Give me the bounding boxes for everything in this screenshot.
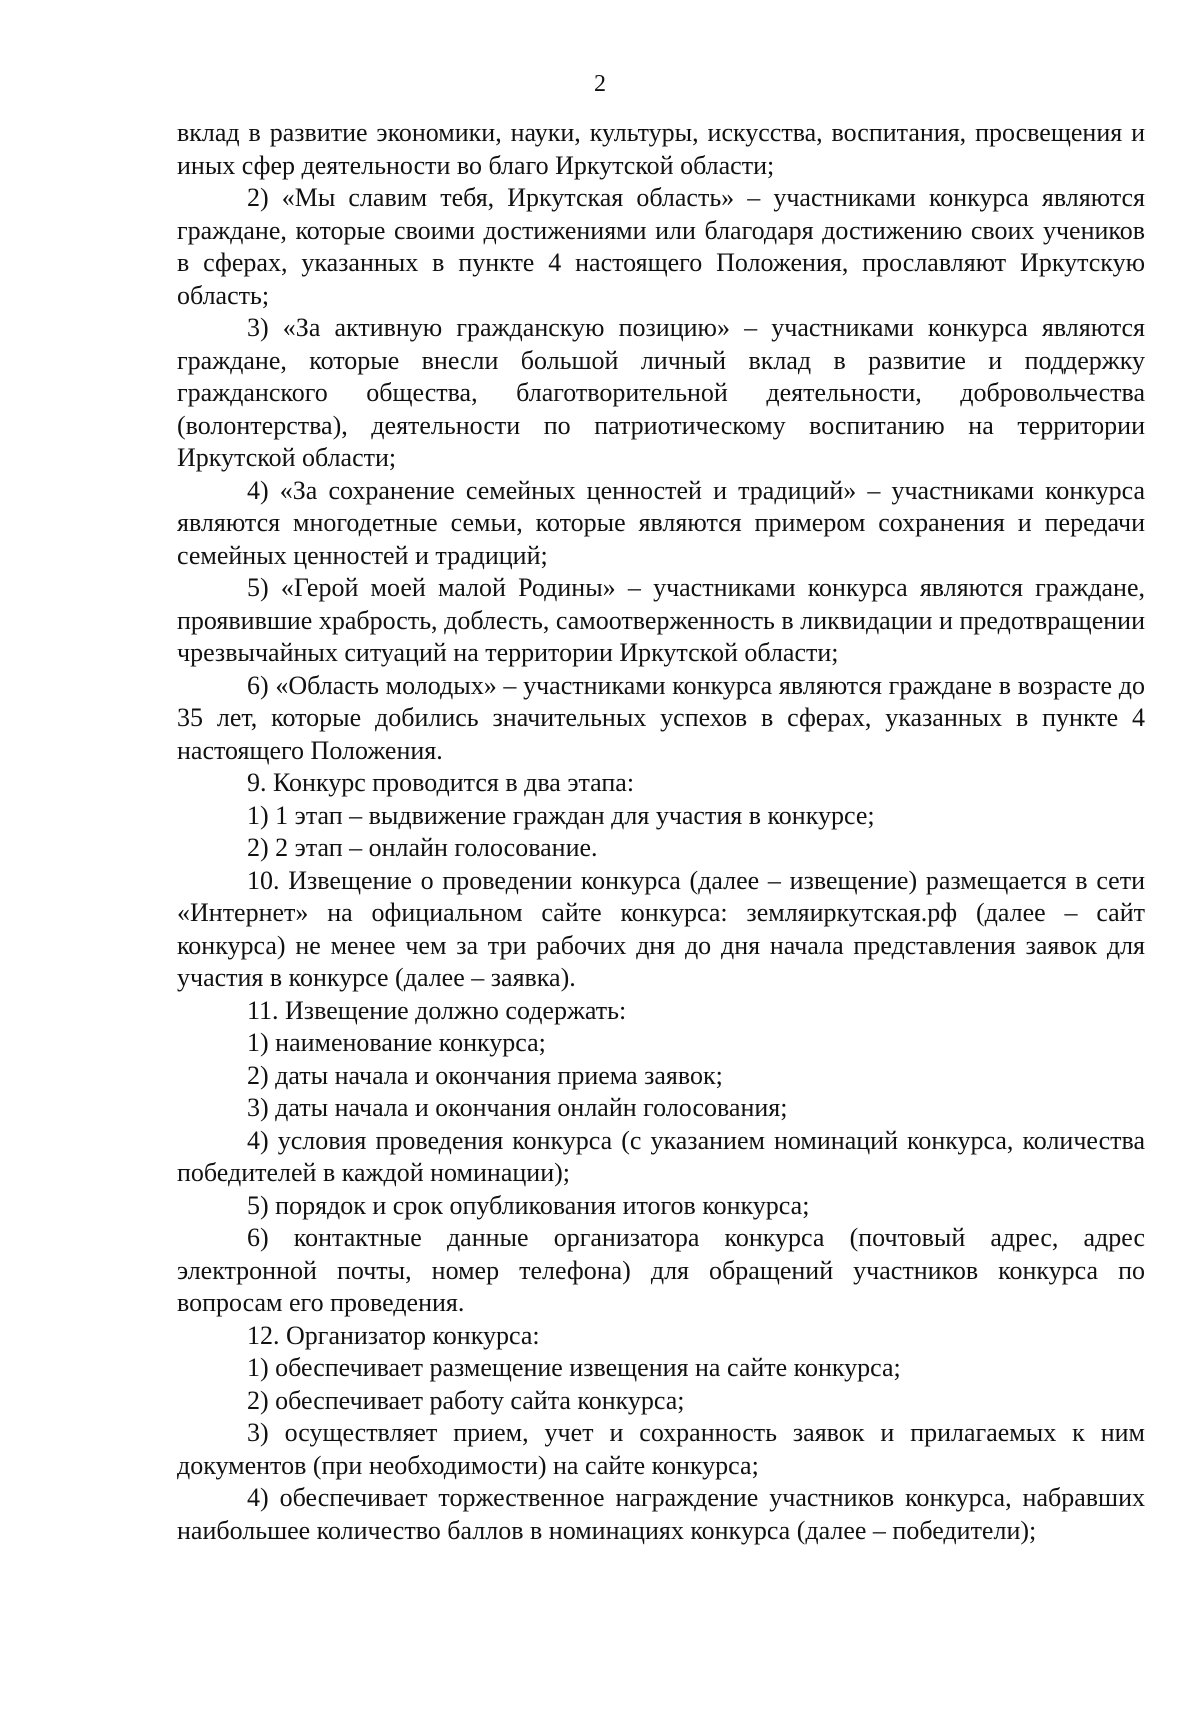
clause-11-item-4: 4) условия проведения конкурса (с указанием номинаций конкурса, количества победителей в каждой номинации); — [177, 1125, 1145, 1187]
clause-12-item-3: 3) осуществляет прием, учет и сохранность заявок и прилагаемых к ним документов (при необходимости) на сайте конкурса; — [177, 1418, 1145, 1480]
nomination-item-4: 4) «За сохранение семейных ценностей и традиций» – участниками конкурса являются многодетные семьи, которые являются примером сохранения и передачи семейных ценностей и традиций; — [177, 475, 1145, 570]
clause-12-item-4: 4) обеспечивает торжественное награждение участников конкурса, набравших наибольшее количество баллов в номинациях конкурса (далее – победители); — [177, 1483, 1145, 1545]
clause-11-item-3: 3) даты начала и окончания онлайн голосования; — [247, 1093, 788, 1122]
nomination-item-5: 5) «Герой моей малой Родины» – участниками конкурса являются граждане, проявившие храбрость, доблесть, самоотверженность в ликвидации и предотвращении чрезвычайных ситуаций на территории Иркутской области; — [177, 573, 1145, 667]
clause-11-item-6: 6) контактные данные организатора конкурса (почтовый адрес, адрес электронной почты, номер телефона) для обращений участников конкурса по вопросам его проведения. — [177, 1223, 1145, 1317]
document-body — [177, 117, 1145, 1547]
page-number: 2 — [594, 71, 606, 97]
clause-12-heading: 12. Организатор конкурса: — [247, 1320, 540, 1350]
clause-12-item-1: 1) обеспечивает размещение извещения на сайте конкурса; — [247, 1353, 901, 1382]
nomination-item-2: 2) «Мы славим тебя, Иркутская область» – участниками конкурса являются граждане, которые своими достижениями или благодаря достижению своих учеников в сферах, указанных в пункте 4 настоящего Положения, прославляют Иркутскую область; — [177, 183, 1145, 310]
paragraph-continuation: вклад в развитие экономики, науки, культуры, искусства, воспитания, просвещения и иных сфер деятельности во благо Иркутской области; — [177, 118, 1145, 180]
clause-9-item-2: 2) 2 этап – онлайн голосование. — [247, 833, 598, 862]
clause-10: 10. Извещение о проведении конкурса (далее – извещение) размещается в сети «Интернет» на официальном сайте конкурса: земляиркутская.рф (далее – сайт конкурса) не менее чем за три рабочих дня до дня начала представления заявок для участия в конкурсе (далее – заявка). — [177, 865, 1145, 992]
clause-9-item-1: 1) 1 этап – выдвижение граждан для участия в конкурсе; — [247, 800, 875, 830]
clause-11-item-5: 5) порядок и срок опубликования итогов конкурса; — [247, 1190, 810, 1220]
nomination-item-3: 3) «За активную гражданскую позицию» – участниками конкурса являются граждане, которые внесли большой личный вклад в развитие и поддержку гражданского общества, благотворительной деятельности, добровольчества (волонтерства), деятельности по патриотическому воспитанию на территории Иркутской области; — [177, 313, 1145, 472]
clause-11-heading: 11. Извещение должно содержать: — [247, 995, 627, 1025]
clause-11-item-2: 2) даты начала и окончания приема заявок; — [247, 1060, 723, 1090]
nomination-item-6: 6) «Область молодых» – участниками конкурса являются граждане в возрасте до 35 лет, которые добились значительных успехов в сферах, указанных в пункте 4 настоящего Положения. — [177, 670, 1145, 765]
clause-11-item-1: 1) наименование конкурса; — [247, 1028, 546, 1057]
clause-12-item-2: 2) обеспечивает работу сайта конкурса; — [247, 1385, 685, 1415]
clause-9-heading: 9. Конкурс проводится в два этапа: — [247, 768, 635, 797]
